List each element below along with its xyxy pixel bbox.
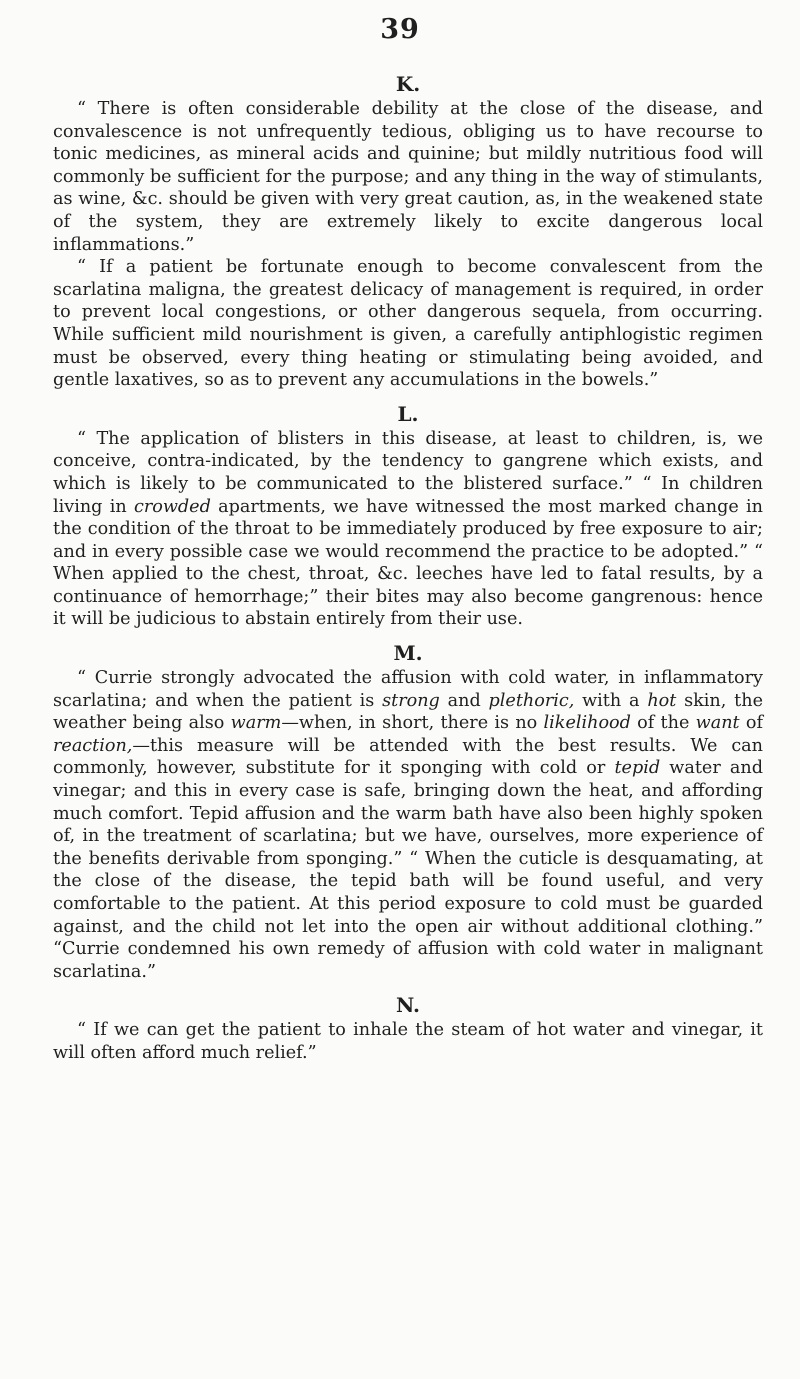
paragraph xyxy=(53,256,763,392)
paragraph xyxy=(53,428,763,631)
text-run: “ If we can get the patient to inhale the steam of hot water and vinegar, it will often afford much relief.” xyxy=(53,1020,763,1063)
italic-text-run: crowded xyxy=(133,496,211,517)
section-letter: M. xyxy=(393,641,423,666)
section-letter: N. xyxy=(396,993,420,1018)
italic-text-run: hot xyxy=(647,690,677,711)
italic-text-run: likelihood xyxy=(543,713,631,734)
section-letter: K. xyxy=(395,72,421,96)
text-run: “ The application of blisters in this disease, at least to children, is, we conceive, contra-indicated, by the tendency to gangrene which exists, and which is likely to be communicated to the blistered surface.” “ In children living in xyxy=(53,428,763,517)
section-l xyxy=(53,402,763,631)
text-run: skin, the weather being also xyxy=(53,690,763,734)
italic-text-run: warm xyxy=(230,713,282,734)
text-run: and xyxy=(439,690,489,711)
text-run: of the xyxy=(630,713,696,734)
section-n xyxy=(53,993,763,1064)
page-content xyxy=(53,72,763,1075)
paragraph xyxy=(53,1019,763,1064)
text-run: —when, in short, there is no xyxy=(281,713,544,734)
text-run: with a xyxy=(574,690,648,711)
section-letter: L. xyxy=(397,401,419,426)
text-run: of xyxy=(739,713,763,734)
italic-text-run: want xyxy=(695,713,740,734)
text-run: water and vinegar; and this in every case is safe, bringing down the heat, and affording much comfort. Tepid affusion and the warm bath have also been highly spoken of, in the treatment of scarlatina; but we have, ourselves, more experience of the benefits derivable from sponging.” “ When the cuticle is desquamating, at the close of the disease, the tepid bath will be found useful, and very comfortable to the patient. At this period exposure to cold must be guarded against, and the child not let into the open air without additional clothing.” “Currie condemned his own remedy of affusion with cold water in malignant scarlatina.” xyxy=(53,758,763,982)
paragraph xyxy=(53,667,763,983)
italic-text-run: reaction, xyxy=(53,735,133,756)
text-run: —this measure will be attended with the best results. We can commonly, however, substitute for it sponging with cold or xyxy=(53,735,763,779)
text-run: “ Currie strongly advocated the affusion with cold water, in inflammatory scarlatina; and when the patient is xyxy=(53,668,763,711)
italic-text-run: plethoric, xyxy=(488,690,575,711)
section-m xyxy=(53,641,763,983)
section-k xyxy=(53,72,763,392)
page-number: 39 xyxy=(380,14,420,45)
paragraph xyxy=(53,98,763,256)
text-run: “ If a patient be fortunate enough to become convalescent from the scarlatina maligna, the greatest delicacy of management is required, in order to prevent local congestions, or other dangerous sequela, from occurring. While sufficient mild nourishment is given, a carefully antiphlogistic regimen must be observed, every thing heating or stimulating being avoided, and gentle laxatives, so as to prevent any accumulations in the bowels.” xyxy=(53,257,763,391)
text-run: “ There is often considerable debility at the close of the disease, and convalescence is not unfrequently tedious, obliging us to have recourse to tonic medicines, as mineral acids and quinine; but mildly nutritious food will commonly be sufficient for the purpose; and any thing in the way of stimulants, as wine, &c. should be given with very great caution, as, in the weakened state of the system, they are extremely likely to excite dangerous local inflammations.” xyxy=(53,99,763,255)
italic-text-run: tepid xyxy=(614,758,661,779)
text-run: apartments, we have witnessed the most marked change in the condition of the throat to be immediately produced by free exposure to air; and in every possible case we would recommend the practice to be adopted.” “ When applied to the chest, throat, &c. leeches have led to fatal results, by a continuance of hemorrhage;” their bites may also become gangrenous: hence it will be judicious to abstain entirely from their use. xyxy=(53,496,763,630)
italic-text-run: strong xyxy=(382,690,440,711)
